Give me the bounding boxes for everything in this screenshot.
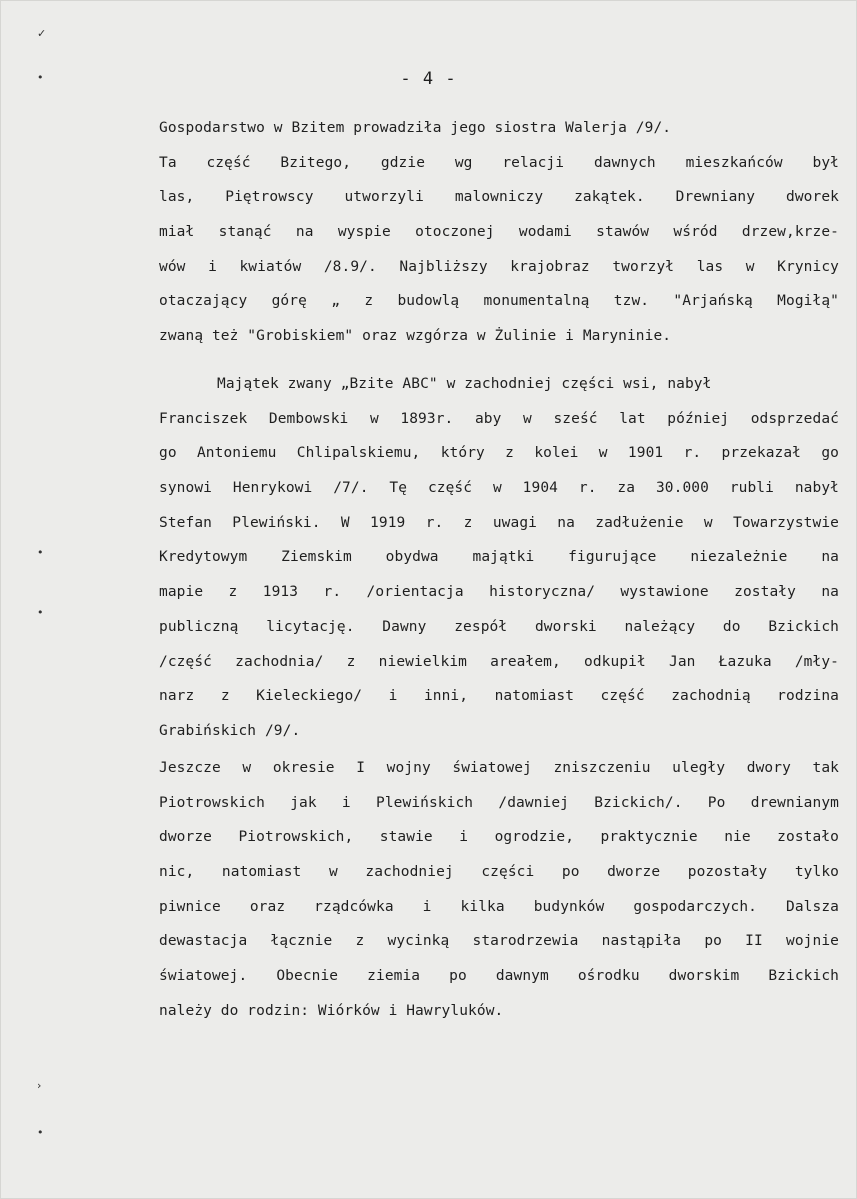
- page-number: - 4 -: [400, 69, 457, 89]
- text-line: synowi Henrykowi /7/. Tę część w 1904 r. za 30.000 rubli nabył: [159, 480, 839, 497]
- paragraph-1: [159, 111, 839, 354]
- text-line: publiczną licytację. Dawny zespół dworski należący do Bzickich: [159, 618, 839, 635]
- text-line: mapie z 1913 r. /orientacja historyczna/ wystawione zostały na: [159, 584, 839, 601]
- text-line: należy do rodzin: Wiórków i Hawryluków.: [159, 1002, 504, 1019]
- text-line: Jeszcze w okresie I wojny światowej zniszczeniu uległy dwory tak: [159, 760, 839, 776]
- margin-mark: ✓: [37, 27, 47, 40]
- text-line: /część zachodnia/ z niewielkim areałem, odkupił Jan Łazuka /mły-: [159, 653, 839, 670]
- text-line: Piotrowskich jak i Plewińskich /dawniej Bzickich/. Po drewnianym: [159, 794, 839, 811]
- paragraph-2: [159, 367, 839, 749]
- text-line: otaczający górę „ z budowlą monumentalną tzw. "Arjańską Mogiłą": [159, 293, 839, 310]
- text-line: Grabińskich /9/.: [159, 722, 301, 739]
- margin-mark: •: [37, 71, 44, 84]
- margin-mark: •: [37, 1126, 44, 1139]
- text-line: światowej. Obecnie ziemia po dawnym ośrodku dworskim Bzickich: [159, 968, 839, 985]
- text-line: dworze Piotrowskich, stawie i ogrodzie, praktycznie nie zostało: [159, 829, 839, 846]
- text-line: zwaną też "Grobiskiem" oraz wzgórza w Żulinie i Maryninie.: [159, 328, 672, 345]
- margin-mark: •: [37, 546, 44, 559]
- text-line: miał stanąć na wyspie otoczonej wodami stawów wśród drzew,krze-: [159, 224, 839, 241]
- text-line: dewastacja łącznie z wycinką starodrzewia nastąpiła po II wojnie: [159, 933, 839, 950]
- margin-mark: •: [37, 606, 44, 619]
- text-line: go Antoniemu Chlipalskiemu, który z kolei w 1901 r. przekazał go: [159, 445, 839, 462]
- text-line: las, Piętrowscy utworzyli malowniczy zakątek. Drewniany dworek: [159, 189, 839, 206]
- text-line: Gospodarstwo w Bzitem prowadziła jego siostra Walerja /9/.: [159, 120, 672, 136]
- text-line: wów i kwiatów /8.9/. Najbliższy krajobraz tworzył las w Krynicy: [159, 258, 839, 275]
- text-line: Ta część Bzitego, gdzie wg relacji dawnych mieszkańców był: [159, 154, 839, 171]
- text-line: Stefan Plewiński. W 1919 r. z uwagi na zadłużenie w Towarzystwie: [159, 514, 839, 531]
- text-line: piwnice oraz rządcówka i kilka budynków gospodarczych. Dalsza: [159, 898, 839, 915]
- text-line: narz z Kieleckiego/ i inni, natomiast część zachodnią rodzina: [159, 688, 839, 705]
- paragraph-3: [159, 751, 839, 1029]
- text-line: Majątek zwany „Bzite ABC" w zachodniej części wsi, nabył: [217, 376, 712, 392]
- margin-mark: ›: [37, 1079, 42, 1092]
- text-line: Franciszek Dembowski w 1893r. aby w sześć lat później odsprzedać: [159, 410, 839, 427]
- text-line: Kredytowym Ziemskim obydwa majątki figurujące niezależnie na: [159, 549, 839, 566]
- text-line: nic, natomiast w zachodniej części po dworze pozostały tylko: [159, 864, 839, 881]
